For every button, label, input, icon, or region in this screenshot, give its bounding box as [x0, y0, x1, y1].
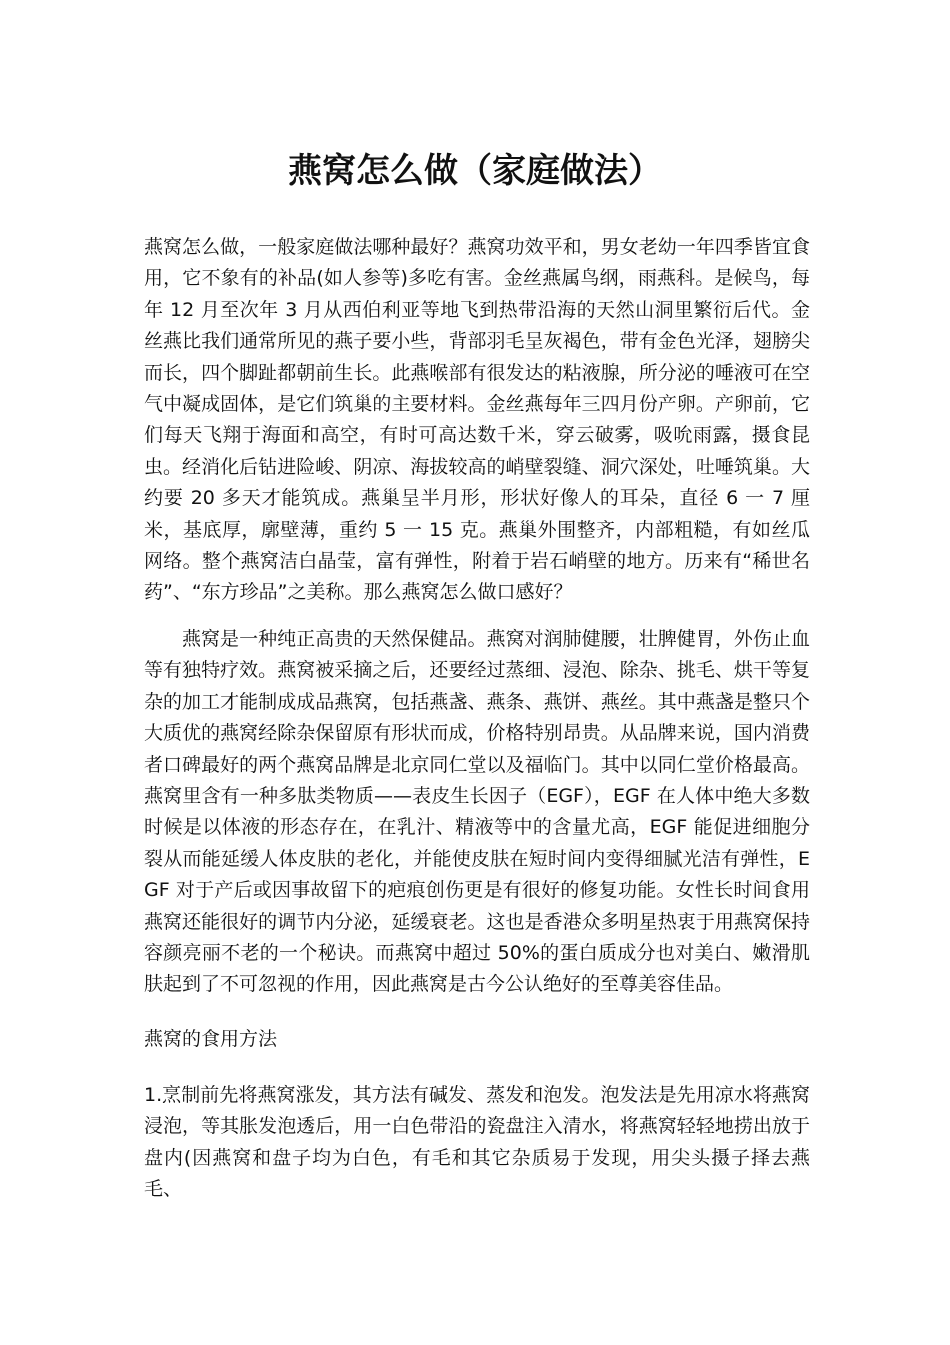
- paragraph-benefits: 燕窝是一种纯正高贵的天然保健品。燕窝对润肺健腰，壮脾健胃，外伤止血等有独特疗效。燕窝被采摘之后，还要经过蒸细、浸泡、除杂、挑毛、烘干等复杂的加工才能制成成品燕窝，包括燕盏、燕条、燕饼、燕丝。其中燕盏是整只个大质优的燕窝经除杂保留原有形状而成，价格特别昂贵。从品牌来说，国内消费者口碑最好的两个燕窝品牌是北京同仁堂以及福临门。其中以同仁堂价格最高。燕窝里含有一种多肽类物质——表皮生长因子（EGF），EGF 在人体中绝大多数时候是以体液的形态存在，在乳汁、精液等中的含量尤高，EGF 能促进细胞分裂从而能延缓人体皮肤的老化，并能使皮肤在短时间内变得细腻光洁有弹性，EGF 对于产后或因事故留下的疤痕创伤更是有很好的修复功能。女性长时间食用燕窝还能很好的调节内分泌，延缓衰老。这也是香港众多明星热衷于用燕窝保持容颜亮丽不老的一个秘诀。而燕窝中超过 50%的蛋白质成分也对美白、嫩滑肌肤起到了不可忽视的作用，因此燕窝是古今公认绝好的至尊美容佳品。: [144, 628, 810, 996]
- section-heading-usage: 燕窝的食用方法: [144, 1028, 278, 1050]
- document-title: 燕窝怎么做（家庭做法）: [288, 151, 662, 191]
- paragraph-intro: 燕窝怎么做，一般家庭做法哪种最好？燕窝功效平和，男女老幼一年四季皆宜食用，它不象有的补品(如人参等)多吃有害。金丝燕属鸟纲，雨燕科。是候鸟，每年 12 月至次年 3 月从西伯利亚等地飞到热带沿海的天然山洞里繁衍后代。金丝燕比我们通常所见的燕子要小些，背部羽毛呈灰褐色，带有金色光泽，翅膀尖而长，四个脚趾都朝前生长。此燕喉部有很发达的粘液腺，所分泌的唾液可在空气中凝成固体，是它们筑巢的主要材料。金丝燕每年三四月份产卵。产卵前，它们每天飞翔于海面和高空，有时可高达数千米，穿云破雾，吸吮雨露，摄食昆虫。经消化后钻进险峻、阴凉、海拔较高的峭壁裂缝、洞穴深处，吐唾筑巢。大约要 20 多天才能筑成。燕巢呈半月形，形状好像人的耳朵，直径 6 一 7 厘米，基底厚，廓壁薄，重约 5 一 15 克。燕巢外围整齐，内部粗糙，有如丝瓜网络。整个燕窝洁白晶莹，富有弹性，附着于岩石峭壁的地方。历来有“稀世名药”、“东方珍品”之美称。那么燕窝怎么做口感好？: [144, 236, 810, 604]
- paragraph-method-1: 1.烹制前先将燕窝涨发，其方法有碱发、蒸发和泡发。泡发法是先用凉水将燕窝浸泡，等其胀发泡透后，用一白色带沿的瓷盘注入清水，将燕窝轻轻地捞出放于盘内(因燕窝和盘子均为白色，有毛和其它杂质易于发现，用尖头摄子择去燕毛、: [144, 1084, 810, 1201]
